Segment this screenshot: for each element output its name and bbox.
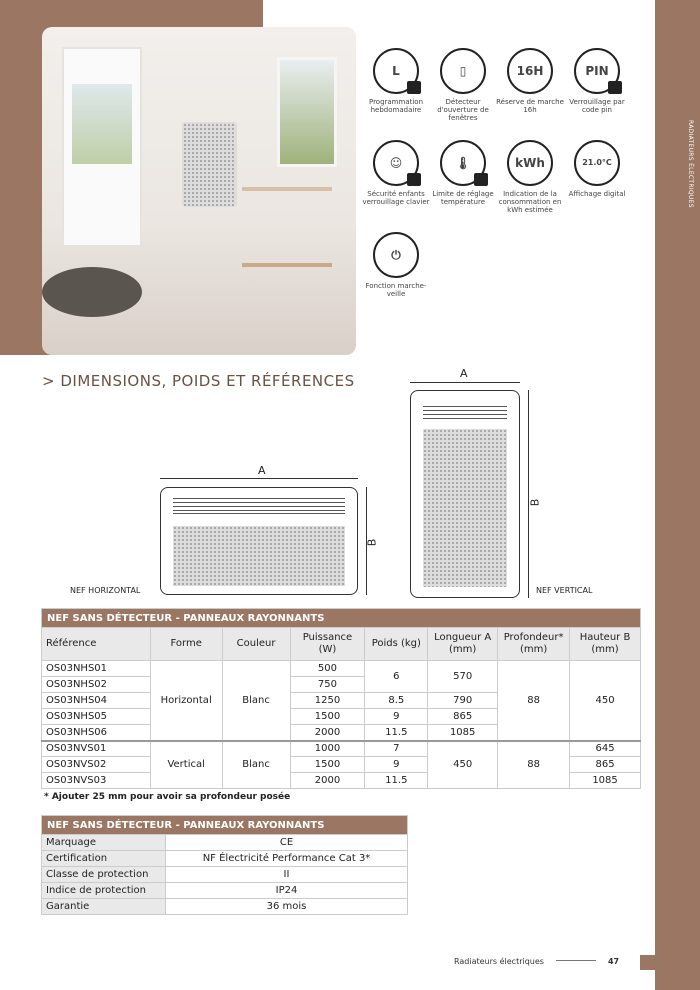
longueur-cell: 865	[428, 709, 498, 725]
profondeur-cell: 88	[498, 661, 570, 741]
table-row	[42, 851, 408, 867]
lock-icon	[407, 81, 421, 94]
couleur-cell: Blanc	[222, 661, 290, 741]
door	[62, 47, 142, 247]
longueur-cell: 790	[428, 693, 498, 709]
power-cell: 750	[290, 677, 365, 693]
feature-label: Sécurité enfants verrouillage clavier	[362, 190, 430, 206]
thermometer-lock-icon	[440, 140, 486, 186]
table-row	[42, 661, 641, 677]
power-cell: 500	[290, 661, 365, 677]
clock-lock-icon	[373, 48, 419, 94]
spec-value: II	[166, 867, 408, 883]
label-horizontal: NEF HORIZONTAL	[70, 586, 141, 595]
feature-label: Limite de réglage température	[432, 190, 494, 206]
dim-a-vertical: A	[460, 367, 468, 380]
reserve-16h-icon	[507, 48, 553, 94]
feature-child-lock	[360, 140, 432, 206]
feature-label: Affichage digital	[568, 190, 626, 198]
forme-cell: Vertical	[150, 741, 222, 789]
spec-value: IP24	[166, 883, 408, 899]
label-vertical: NEF VERTICAL	[536, 586, 593, 595]
icon-glyph: 21.0°C	[582, 158, 612, 167]
spec-value: CE	[166, 835, 408, 851]
dim-b-vertical: B	[528, 498, 542, 507]
col-header: Poids (kg)	[365, 628, 428, 661]
table-row	[42, 899, 408, 915]
table-header-row	[42, 628, 641, 661]
icon-glyph: ▯	[459, 64, 467, 78]
power-cell: 1000	[290, 741, 365, 757]
dim-b-horizontal: B	[365, 538, 379, 547]
longueur-cell: 450	[428, 741, 498, 789]
col-header: Forme	[150, 628, 222, 661]
icon-glyph: kWh	[515, 156, 545, 170]
table-footnote: * Ajouter 25 mm pour avoir sa profondeur posée	[44, 792, 291, 802]
power-cell: 2000	[290, 725, 365, 741]
dim-line	[410, 382, 520, 383]
icon-glyph: 16H	[516, 64, 544, 78]
sidebar-label: RADIATEURS ÉLECTRIQUES	[687, 120, 694, 208]
col-header: Longueur A (mm)	[428, 628, 498, 661]
table-title: NEF SANS DÉTECTEUR - PANNEAUX RAYONNANTS	[42, 816, 408, 835]
feature-power	[360, 232, 432, 298]
hauteur-cell: 645	[570, 741, 641, 757]
spec-label: Classe de protection	[42, 867, 166, 883]
icon-glyph: ☺	[389, 156, 403, 170]
feature-reserve-16h	[494, 48, 566, 114]
poids-cell: 11.5	[365, 725, 428, 741]
icon-glyph: L	[392, 64, 400, 78]
dim-line	[160, 478, 358, 479]
ref-cell: OS03NHS06	[42, 725, 151, 741]
feature-label: Réserve de marche 16h	[496, 98, 564, 114]
lock-icon	[407, 173, 421, 186]
poids-cell: 8.5	[365, 693, 428, 709]
feature-label: Indication de la consommation en kWh estimée	[498, 190, 562, 214]
power-cell: 1500	[290, 709, 365, 725]
lock-icon	[608, 81, 622, 94]
footer-rule	[556, 960, 596, 961]
feature-kwh	[494, 140, 566, 214]
table-row	[42, 741, 641, 757]
feature-window-sensor	[427, 48, 499, 122]
poids-cell: 7	[365, 741, 428, 757]
ref-cell: OS03NHS05	[42, 709, 151, 725]
dim-a-horizontal: A	[258, 464, 266, 477]
footer-label: Radiateurs électriques	[454, 957, 544, 966]
ref-cell: OS03NVS01	[42, 741, 151, 757]
feature-pin-lock	[561, 48, 633, 114]
hauteur-cell: 1085	[570, 773, 641, 789]
spec-label: Garantie	[42, 899, 166, 915]
radiator-image	[182, 122, 237, 207]
col-header: Référence	[42, 628, 151, 661]
feature-thermometer-lock	[427, 140, 499, 206]
spec-label: Indice de protection	[42, 883, 166, 899]
ref-cell: OS03NHS04	[42, 693, 151, 709]
references-table	[41, 608, 641, 789]
radiator-vertical-diagram	[410, 390, 520, 598]
icon-glyph: PIN	[585, 64, 609, 78]
table-row	[42, 883, 408, 899]
spec-label: Marquage	[42, 835, 166, 851]
spec-label: Certification	[42, 851, 166, 867]
digital-display-icon	[574, 140, 620, 186]
col-header: Puissance (W)	[290, 628, 365, 661]
couleur-cell: Blanc	[222, 741, 290, 789]
arrow-icon: >	[42, 372, 56, 390]
power-cell: 1250	[290, 693, 365, 709]
poids-cell: 6	[365, 661, 428, 693]
power-cell: 1500	[290, 757, 365, 773]
section-title	[42, 372, 355, 390]
page-marker	[640, 955, 655, 970]
feature-label: Verrouillage par code pin	[569, 98, 625, 114]
feature-label: Fonction marche-veille	[365, 282, 427, 298]
spec-value: 36 mois	[166, 899, 408, 915]
dim-line	[528, 390, 529, 598]
ref-cell: OS03NVS02	[42, 757, 151, 773]
ref-cell: OS03NVS03	[42, 773, 151, 789]
feature-label: Programmation hebdomadaire	[368, 98, 424, 114]
col-header: Couleur	[222, 628, 290, 661]
feature-clock-lock	[360, 48, 432, 114]
kwh-icon	[507, 140, 553, 186]
page-number: 47	[607, 957, 620, 966]
table-row	[42, 835, 408, 851]
icon-glyph: 🌡	[455, 156, 471, 170]
pouf	[42, 267, 142, 317]
hauteur-cell: 865	[570, 757, 641, 773]
footer	[454, 957, 619, 966]
specs-table	[41, 815, 408, 915]
longueur-cell: 570	[428, 661, 498, 693]
lock-icon	[474, 173, 488, 186]
col-header: Profondeur* (mm)	[498, 628, 570, 661]
power-icon	[373, 232, 419, 278]
profondeur-cell: 88	[498, 741, 570, 789]
forme-cell: Horizontal	[150, 661, 222, 741]
hauteur-cell: 450	[570, 661, 641, 741]
table-title: NEF SANS DÉTECTEUR - PANNEAUX RAYONNANTS	[42, 609, 641, 628]
child-lock-icon	[373, 140, 419, 186]
icon-glyph: ⏻	[391, 248, 401, 262]
spec-value: NF Électricité Performance Cat 3*	[166, 851, 408, 867]
radiator-horizontal-diagram	[160, 487, 358, 595]
pin-lock-icon	[574, 48, 620, 94]
power-cell: 2000	[290, 773, 365, 789]
table-row	[42, 867, 408, 883]
product-room-photo	[42, 27, 356, 355]
window	[277, 57, 337, 167]
section-title-text: DIMENSIONS, POIDS ET RÉFÉRENCES	[60, 372, 355, 390]
ref-cell: OS03NHS02	[42, 677, 151, 693]
window-sensor-icon	[440, 48, 486, 94]
poids-cell: 9	[365, 757, 428, 773]
feature-digital-display	[561, 140, 633, 198]
feature-label: Détecteur d'ouverture de fenêtres	[437, 98, 489, 122]
longueur-cell: 1085	[428, 725, 498, 741]
poids-cell: 11.5	[365, 773, 428, 789]
poids-cell: 9	[365, 709, 428, 725]
table-chairs	[242, 187, 332, 267]
ref-cell: OS03NHS01	[42, 661, 151, 677]
col-header: Hauteur B (mm)	[570, 628, 641, 661]
